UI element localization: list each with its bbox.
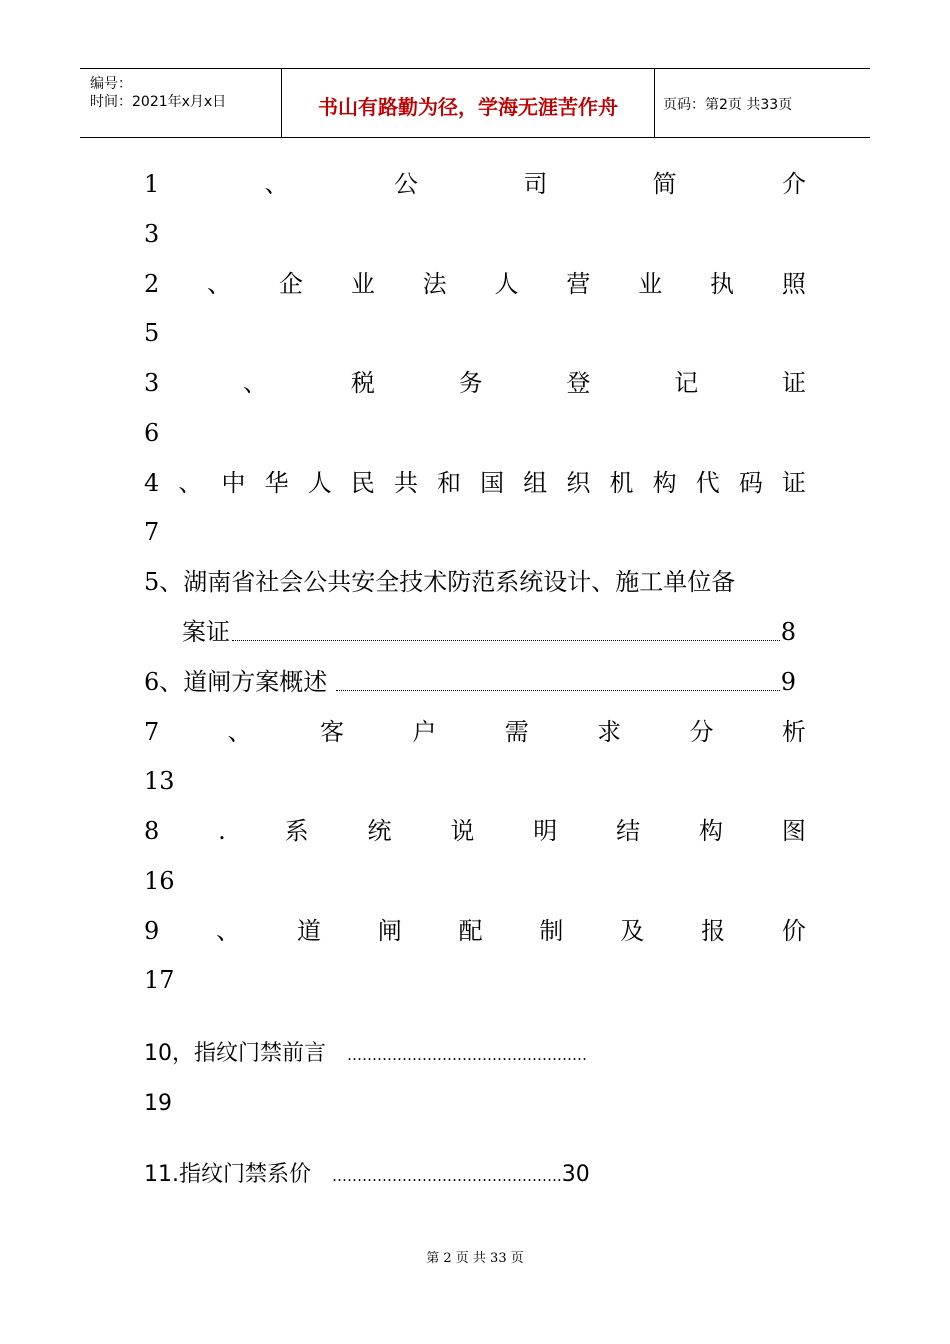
toc-page-number: 19 bbox=[144, 1091, 172, 1116]
toc-entry-2[interactable] bbox=[144, 269, 806, 299]
toc-entry-title: 8 . 系 统 说 明 结 构 图 bbox=[144, 817, 806, 845]
page-header bbox=[80, 68, 870, 138]
toc-entry-1[interactable] bbox=[144, 169, 806, 199]
toc-entry-title: 3 、 税 务 登 记 证 bbox=[144, 369, 806, 397]
toc-page-number: 6 bbox=[144, 419, 160, 447]
motto-text: 书山有路勤为径，学海无涯苦作舟 bbox=[318, 95, 618, 119]
toc-entry-title: 10，指纹门禁前言 bbox=[144, 1041, 326, 1066]
page-info: 页码：第2页 共33页 bbox=[663, 97, 793, 113]
toc-entry-11[interactable] bbox=[144, 1160, 590, 1191]
toc-dot-leader bbox=[336, 690, 780, 691]
toc-dot-leader bbox=[232, 640, 780, 641]
toc-entry-title: 7 、 客 户 需 求 分 析 bbox=[144, 718, 806, 746]
toc-entry-title: 9 、 道 闸 配 制 及 报 价 bbox=[144, 917, 806, 945]
toc-page-number: 17 bbox=[144, 966, 175, 994]
time-label: 时间：2021年x月x日 bbox=[90, 94, 227, 110]
header-page-cell bbox=[655, 69, 870, 137]
toc-entry-title: 11.指纹门禁系价 bbox=[144, 1162, 311, 1187]
toc-entry-5-title-line1[interactable]: 5、湖南省社会公共安全技术防范系统设计、施工单位备 bbox=[144, 568, 736, 596]
toc-page-number: 9 bbox=[780, 668, 796, 696]
toc-page-number: 8 bbox=[780, 618, 796, 646]
toc-page-number: 5 bbox=[144, 319, 160, 347]
header-meta-cell bbox=[80, 69, 282, 137]
toc-entry-title: 案证 bbox=[182, 618, 230, 646]
toc-dot-leader: ………………………………………. bbox=[332, 1167, 562, 1185]
toc-page-number: 3 bbox=[144, 220, 160, 248]
toc-entry-title: 4 、 中 华 人 民 共 和 国 组 织 机 构 代 码 证 bbox=[144, 469, 806, 497]
toc-entry-3[interactable] bbox=[144, 368, 806, 398]
toc-entry-5[interactable] bbox=[182, 617, 800, 647]
toc-page-number: 7 bbox=[144, 518, 160, 546]
toc-entry-10[interactable] bbox=[144, 1039, 587, 1070]
toc-entry-title: 1 、 公 司 简 介 bbox=[144, 170, 806, 198]
number-label: 编号： bbox=[90, 76, 132, 92]
toc-entry-4[interactable] bbox=[144, 468, 806, 498]
toc-entry-9[interactable] bbox=[144, 916, 806, 946]
toc-page-number: 16 bbox=[144, 867, 175, 895]
toc-entry-6[interactable] bbox=[144, 667, 800, 697]
toc-page-number: 13 bbox=[144, 767, 175, 795]
toc-entry-8[interactable] bbox=[144, 816, 806, 846]
toc-entry-title: 6、道闸方案概述 bbox=[144, 668, 328, 696]
page-footer: 第 2 页 共 33 页 bbox=[426, 1251, 524, 1266]
toc-page-number: 30 bbox=[561, 1162, 590, 1187]
toc-entry-title: 2 、 企 业 法 人 营 业 执 照 bbox=[144, 270, 806, 298]
toc-entry-7[interactable] bbox=[144, 717, 806, 747]
header-motto-cell bbox=[282, 69, 655, 137]
toc-dot-leader: ………………………………………… bbox=[347, 1046, 587, 1064]
